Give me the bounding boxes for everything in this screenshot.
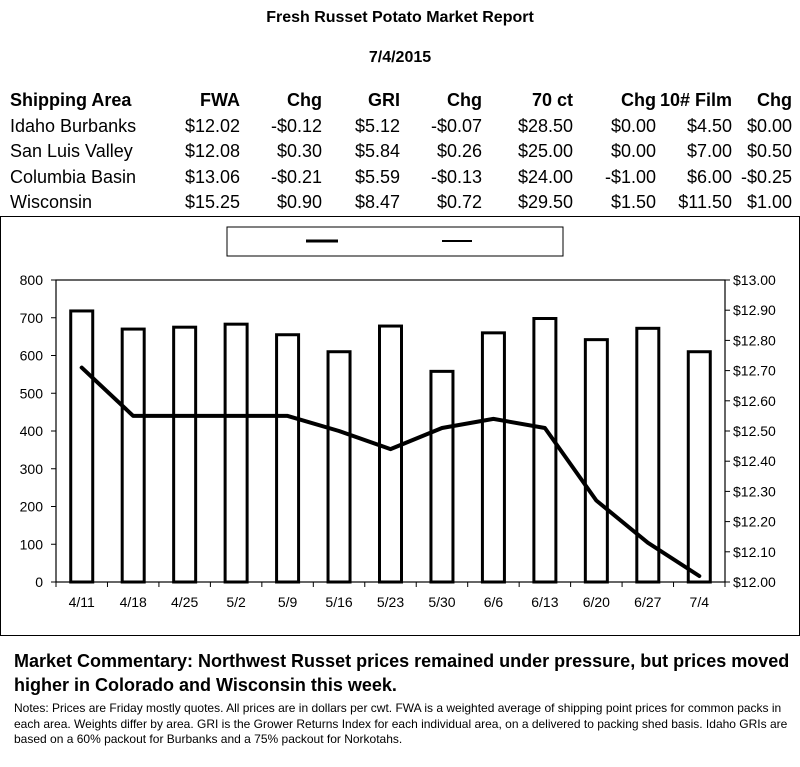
bar bbox=[380, 326, 402, 582]
table-cell: $15.25 bbox=[184, 192, 240, 213]
x-tick-label: 5/30 bbox=[428, 594, 456, 610]
table-cell: $6.00 bbox=[686, 166, 732, 187]
table-cell: -$0.12 bbox=[270, 115, 322, 136]
right-tick-label: $12.80 bbox=[733, 332, 776, 349]
table-row bbox=[10, 114, 792, 140]
right-tick-label: $12.00 bbox=[733, 574, 776, 590]
bar bbox=[688, 352, 710, 582]
line-point bbox=[699, 575, 700, 576]
table-cell: $12.08 bbox=[184, 141, 240, 162]
table-cell: $28.50 bbox=[517, 115, 573, 136]
right-tick-label: $13.00 bbox=[733, 272, 776, 288]
bar bbox=[328, 352, 350, 582]
left-tick-label: 500 bbox=[19, 385, 43, 402]
report-notes: Notes: Prices are Friday mostly quotes. All prices are in dollars per cwt. FWA is a weighted average of shipping point prices for common packs in each area. Weights differ by area. GRI is the Grower Returns Index for each individual area, on a delivered to packing shed basis. Idaho GRIs are based on a 60% packout for Burbanks and a 75% packout for Norkotahs. bbox=[14, 701, 788, 746]
bar bbox=[585, 340, 607, 582]
x-tick-label: 4/11 bbox=[68, 594, 95, 610]
x-tick-label: 6/27 bbox=[634, 594, 662, 610]
bar bbox=[431, 371, 453, 582]
left-tick-label: 700 bbox=[19, 309, 43, 326]
table-cell: Columbia Basin bbox=[10, 166, 137, 187]
bar bbox=[122, 329, 144, 582]
table-cell: -$0.07 bbox=[430, 115, 482, 136]
column-header: 10# Film bbox=[659, 90, 732, 111]
line-point bbox=[390, 449, 391, 450]
table-row bbox=[10, 165, 792, 191]
price-table bbox=[10, 88, 792, 216]
line-point bbox=[647, 542, 648, 543]
right-tick-label: $12.40 bbox=[733, 453, 776, 470]
legend-box bbox=[227, 227, 563, 256]
table-header-row bbox=[10, 88, 792, 114]
table-cell: $29.50 bbox=[517, 192, 573, 213]
right-tick-label: $12.60 bbox=[733, 392, 776, 409]
table-cell: -$1.00 bbox=[604, 166, 656, 187]
table-cell: $7.00 bbox=[686, 141, 732, 162]
table-cell: Idaho Burbanks bbox=[10, 115, 137, 136]
x-tick-label: 5/23 bbox=[376, 594, 405, 610]
line-point bbox=[493, 418, 494, 419]
line-point bbox=[441, 427, 442, 428]
left-tick-label: 300 bbox=[19, 460, 43, 477]
column-header: GRI bbox=[367, 90, 400, 111]
column-header: Chg bbox=[621, 90, 656, 111]
table-cell: $0.90 bbox=[276, 192, 322, 213]
table-cell: $0.50 bbox=[746, 141, 792, 162]
price-chart bbox=[0, 216, 800, 636]
bar bbox=[482, 333, 504, 582]
market-commentary: Market Commentary: Northwest Russet prices remained under pressure, but prices moved higher in Colorado and Wisconsin this week. bbox=[14, 651, 790, 695]
bar bbox=[225, 324, 247, 582]
table-cell: Wisconsin bbox=[10, 192, 93, 213]
table-cell: $12.02 bbox=[184, 115, 240, 136]
table-cell: -$0.13 bbox=[430, 166, 482, 187]
left-tick-label: 400 bbox=[19, 423, 43, 439]
right-tick-label: $12.50 bbox=[733, 423, 776, 439]
x-tick-label: 6/13 bbox=[531, 594, 559, 610]
line-point bbox=[596, 500, 597, 501]
line-point bbox=[133, 415, 134, 416]
column-header: Chg bbox=[447, 90, 482, 111]
x-tick-label: 6/20 bbox=[582, 594, 610, 610]
line-point bbox=[236, 415, 237, 416]
table-cell: $5.12 bbox=[354, 115, 400, 136]
bar-series bbox=[71, 311, 711, 582]
line-point bbox=[287, 415, 288, 416]
table-cell: $0.00 bbox=[746, 115, 792, 136]
column-header: FWA bbox=[200, 90, 240, 111]
bar bbox=[534, 319, 556, 582]
table-cell: $0.30 bbox=[276, 141, 322, 162]
table-cell: -$0.21 bbox=[270, 166, 322, 187]
left-tick-label: 100 bbox=[19, 536, 43, 553]
table-cell: $1.50 bbox=[610, 192, 656, 213]
left-tick-label: 800 bbox=[19, 272, 43, 288]
x-tick-label: 4/25 bbox=[171, 594, 199, 610]
table-cell: $0.26 bbox=[436, 141, 482, 162]
right-tick-label: $12.20 bbox=[733, 513, 776, 530]
table-cell: $5.84 bbox=[354, 141, 400, 162]
table-cell: $24.00 bbox=[517, 166, 573, 187]
line-point bbox=[81, 367, 82, 368]
column-header: Chg bbox=[287, 90, 322, 111]
bar bbox=[71, 311, 93, 582]
table-cell: $0.00 bbox=[610, 115, 656, 136]
x-tick-label: 5/16 bbox=[325, 594, 353, 610]
x-tick-label: 6/6 bbox=[483, 594, 504, 610]
right-tick-label: $12.30 bbox=[733, 483, 776, 500]
table-cell: $8.47 bbox=[354, 192, 400, 213]
table-cell: $4.50 bbox=[686, 115, 732, 136]
line-point bbox=[339, 431, 340, 432]
table-cell: $5.59 bbox=[354, 166, 400, 187]
left-tick-label: 0 bbox=[35, 574, 43, 590]
x-tick-label: 5/2 bbox=[226, 594, 246, 610]
column-header: Chg bbox=[757, 90, 792, 111]
table-cell: San Luis Valley bbox=[10, 141, 133, 162]
x-tick-label: 5/9 bbox=[277, 594, 298, 610]
left-tick-label: 600 bbox=[19, 347, 43, 364]
line-point bbox=[544, 427, 545, 428]
column-header: 70 ct bbox=[531, 90, 573, 111]
table-cell: -$0.25 bbox=[740, 166, 792, 187]
table-cell: $0.72 bbox=[436, 192, 482, 213]
table-cell: $25.00 bbox=[517, 141, 573, 162]
report-date: 7/4/2015 bbox=[368, 49, 432, 66]
table-cell: $11.50 bbox=[678, 192, 732, 213]
table-row bbox=[10, 190, 792, 216]
line-point bbox=[184, 415, 185, 416]
right-tick-label: $12.70 bbox=[733, 362, 776, 379]
left-tick-label: 200 bbox=[19, 498, 43, 515]
table-cell: $13.06 bbox=[184, 166, 240, 187]
chart-legend bbox=[227, 227, 563, 256]
table-cell: $0.00 bbox=[610, 141, 656, 162]
right-tick-label: $12.90 bbox=[733, 302, 776, 319]
table-row bbox=[10, 139, 792, 165]
right-tick-label: $12.10 bbox=[733, 543, 776, 560]
x-tick-label: 7/4 bbox=[689, 594, 710, 610]
bar bbox=[174, 327, 196, 582]
table-cell: $1.00 bbox=[746, 192, 792, 213]
report-title: Fresh Russet Potato Market Report bbox=[266, 9, 534, 26]
x-tick-label: 4/18 bbox=[119, 594, 147, 610]
column-header: Shipping Area bbox=[10, 90, 132, 111]
bar bbox=[277, 335, 299, 582]
